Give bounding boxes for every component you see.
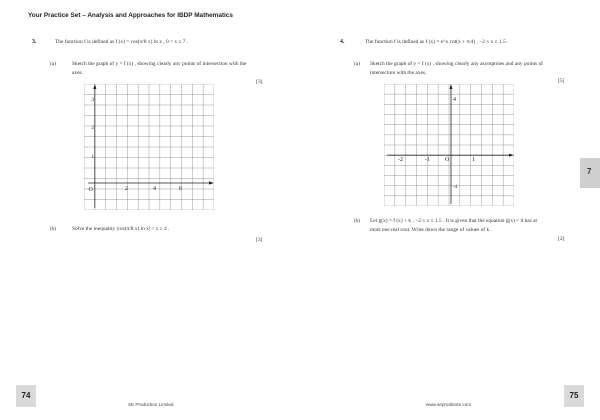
- q4-part-b-text-line1: Let g(x) = f (x) + k , −2 ≤ x ≤ 1.5 . It is given that the equation g(x) = 0 has at: [370, 218, 538, 224]
- publisher-website: www.seprodstore.com: [426, 402, 472, 407]
- q3-part-a-label: (a): [50, 61, 56, 67]
- q3-part-a-text-line1: Sketch the graph of y = f (x) , showing clearly any points of intersection with the: [72, 61, 247, 67]
- q3-origin-label: O: [88, 187, 93, 193]
- q4-part-b-marks: [2]: [558, 236, 565, 242]
- q4-part-a-text-line2: intersection with the axes.: [370, 70, 427, 76]
- left-page-number: 74: [16, 385, 36, 407]
- q4-x-tick-neg2: -2: [398, 157, 403, 163]
- question-4-intro: The function f is defined as f (x) = e^x cot(x + π/4) , −2 ≤ x ≤ 1.5 .: [365, 39, 509, 45]
- q3-y-axis-arrow: [93, 84, 96, 89]
- q3-x-tick-6: 6: [179, 186, 182, 192]
- q4-part-a-text-line1: Sketch the graph of y = f (x) , showing clearly any asymptotes and any points of: [370, 61, 543, 67]
- q3-part-a-marks: [3]: [256, 79, 263, 85]
- q3-x-axis-arrow: [209, 181, 214, 184]
- q4-y-axis-arrow: [450, 84, 453, 89]
- question-3-intro: The function f is defined as f (x) = cos(π/8 x) ln x , 0 < x ≤ 7 .: [55, 39, 189, 45]
- q4-y-tick-neg4: -4: [453, 185, 458, 190]
- q3-part-b-label: (b): [50, 226, 57, 232]
- chapter-side-tab: [580, 158, 600, 188]
- q3-x-tick-4: 4: [153, 186, 156, 192]
- question-number-4: 4.: [340, 39, 345, 45]
- q4-part-a-marks: [5]: [558, 78, 565, 84]
- right-page-number: 75: [564, 385, 584, 407]
- q3-part-b-marks: [3]: [256, 237, 263, 243]
- publisher-name: SE Production Limited: [128, 402, 174, 407]
- q4-origin-label: O: [445, 157, 450, 163]
- q3-y-tick-1: 1: [91, 155, 94, 160]
- q4-x-axis-arrow: [509, 154, 514, 157]
- q4-part-b-label: (b): [354, 218, 361, 224]
- q4-part-b-text-line2: most one real root. Write down the range of values of k .: [370, 227, 492, 233]
- q4-x-tick-1: 1: [472, 157, 475, 163]
- question-number-3: 3.: [32, 39, 37, 45]
- chapter-number: 7: [587, 167, 592, 176]
- running-header: Your Practice Set – Analysis and Approaches for IBDP Mathematics: [28, 12, 233, 19]
- q4-x-tick-neg1: -1: [425, 157, 430, 163]
- q3-part-a-text-line2: axes.: [72, 70, 83, 76]
- q4-answer-grid: [384, 84, 514, 206]
- q4-y-tick-4: 4: [453, 97, 456, 103]
- q3-y-tick-2: 2: [91, 126, 94, 131]
- q4-part-a-label: (a): [354, 61, 360, 67]
- q3-x-tick-2: 2: [125, 186, 128, 192]
- q3-y-tick-3: 3: [91, 98, 94, 103]
- q3-part-b-text: Solve the inequality |cos(π/8 x) ln x| < x ≥ 4 .: [72, 226, 170, 232]
- q3-answer-grid: [84, 84, 214, 210]
